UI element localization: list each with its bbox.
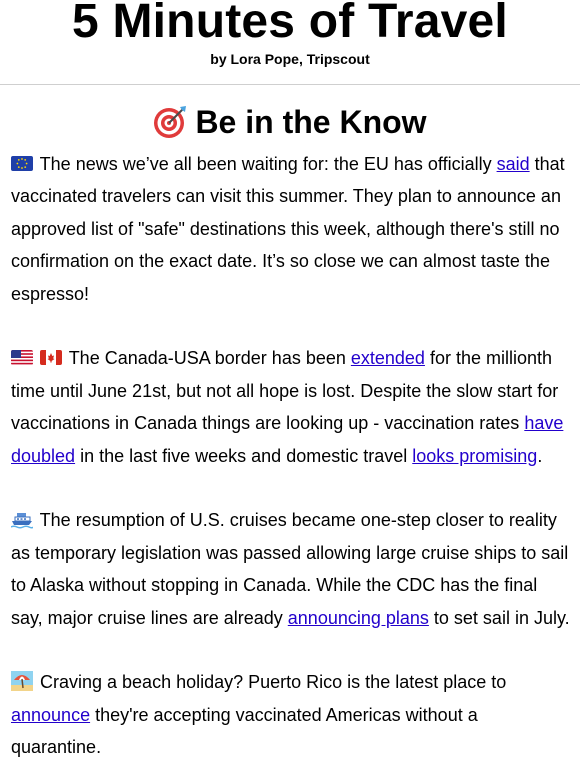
extended-link[interactable]: extended xyxy=(350,348,425,369)
beach-umbrella-icon xyxy=(11,671,33,691)
news-item-eu xyxy=(11,148,572,310)
article-body xyxy=(11,148,572,774)
paragraph-text: . xyxy=(537,445,543,466)
paragraph-text: The Canada-USA border has been xyxy=(64,348,351,369)
said-link[interactable]: said xyxy=(496,154,530,174)
paragraph-text: in the last five weeks and domestic travel xyxy=(75,445,413,466)
newsletter-header xyxy=(0,0,580,85)
looks-promising-link[interactable]: looks promising xyxy=(412,445,538,466)
paragraph-text: that vaccinated travelers can visit this summer. They plan to announce an approved list of "safe" destinations this week, although there's still no confirmation on the exact date. It’s so close we can almost taste the espresso! xyxy=(11,154,565,304)
news-item-border xyxy=(11,342,572,472)
byline: by Lora Pope, Tripscout xyxy=(210,51,370,67)
news-item-cruises xyxy=(11,504,572,634)
have-doubled-link[interactable]: have doubled xyxy=(11,413,564,466)
paragraph-text: The news we’ve all been waiting for: the EU has officially xyxy=(35,154,497,174)
paragraph-text: they're accepting vaccinated Americas without a quarantine. xyxy=(11,704,478,758)
cruise-ship-icon xyxy=(11,509,33,529)
announce-link[interactable]: announce xyxy=(11,704,91,725)
section-heading xyxy=(0,104,580,140)
target-icon xyxy=(153,105,187,139)
eu-flag-icon xyxy=(11,156,33,171)
paragraph-text: The resumption of U.S. cruises became one-step closer to reality as temporary legislation was passed allowing large cruise ships to sail to Alaska without stopping in Canada. While the CDC has the final say, major cruise lines are already xyxy=(11,510,569,628)
paragraph-text: for the millionth time until June 21st, but not all hope is lost. Despite the slow start for vaccinations in Canada things are looking up - vaccination rates xyxy=(11,348,559,434)
announcing-plans-link[interactable]: announcing plans xyxy=(287,607,429,628)
news-item-beach xyxy=(11,666,572,763)
paragraph-text: Craving a beach holiday? Puerto Rico is the latest place to xyxy=(35,672,507,693)
newsletter-title: 5 Minutes of Travel xyxy=(72,0,508,48)
section-title-text: Be in the Know xyxy=(195,104,427,140)
canada-flag-icon xyxy=(40,350,62,365)
us-flag-icon xyxy=(11,350,33,365)
paragraph-text: to set sail in July. xyxy=(428,607,570,628)
